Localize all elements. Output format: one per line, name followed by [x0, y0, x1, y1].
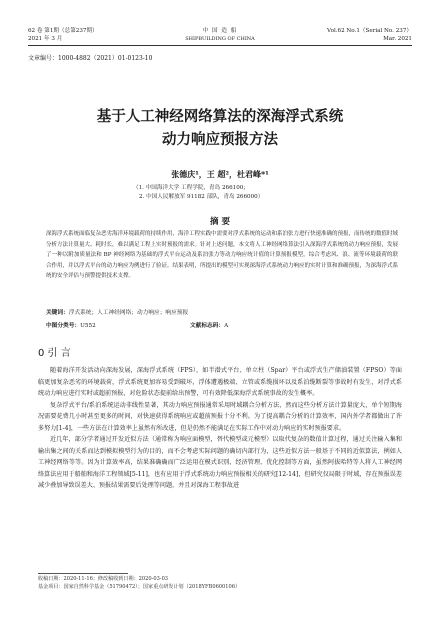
document-code — [190, 320, 228, 329]
class-number: U552 — [80, 323, 96, 329]
paragraph-3: 近几年，部分学者通过开发近似方法（通常称为响应面模型，替代模型或元模型）以取代复杂的数值计算过程，通过关注输入集和输出集之间的关系而达到模拟模型行为的目的，而不会考虑实际问题的确切内部行为，这些近似方法一般基于不同的近似算法，例如人工神经网络等等。因为计算效率高，结果准确确而广泛运用在模式识别、经济管理、优化控制等方面，虽然阿拔哈特等人将人工神经网络算法应用于船舶和海洋工程领域[5-11]，也有应用于浮式系统动力响应预报相关的研究[12-14]，但研究仅局限于时域，存在预报误差减少叠加导致误差大、预报结果需要后处理等问题，并且对深海工程事故进 — [38, 436, 402, 490]
header-volume: 62 卷 第1期（总第237期） — [28, 28, 98, 34]
paper-title-line1: 基于人工神经网络算法的深海浮式系统 — [96, 109, 344, 125]
classification — [46, 320, 96, 329]
doc-code-label: 文献标志码： — [190, 323, 225, 329]
keywords-list: 浮式系统；人工神经网络；动力响应；响应预报 — [68, 310, 189, 316]
authors: 张德庆¹，王 超²，杜君峰*¹ — [171, 169, 269, 179]
abstract-heading: 摘 要 — [210, 217, 230, 227]
header-date-en: Mar. 2021 — [383, 36, 412, 42]
footnote-received: 收稿日期：2020-11-16；修改稿收到日期：2020-03-03 — [38, 576, 169, 582]
article-number: 文章编号：1000-4882（2021）01-0123-10 — [28, 55, 153, 62]
class-label: 中图分类号： — [46, 323, 81, 329]
header-date: 2021 年 3 月 — [28, 36, 63, 42]
paragraph-2: 复杂浮式平台/系泊系统运动非线性显著，其动力响应预报通常采用时域耦合分析方法，然而这些分析方法计算量庞大，单个短期海况需要花费几小时甚至更多的时间，对快速获得系统响应或超前预报十分不利。为了提高耦合分析的计算效率，国内外学者都做出了许多努力[1-4]，一些方法在计算效率上虽然有所改进，但是仍然不能满足在实际工作中对动力响应的实时预报要求。 — [38, 401, 402, 432]
abstract-text: 深海浮式系统面临复杂恶劣海洋环境载荷的持续作用，海洋工程实践中需要对浮式系统的运动和系泊张力进行快速准确的预报，而传统的数值时域分析方法计算量大、耗时长，难以满足工程上实时预报的需求。针对上述问题，本文将人工神经网络算法引入深海浮式系统的动力响应预报，发展了一种以附加质量法和 BP 神经网络为基础的浮式平台运动及系泊张力等动力响应统计值的计算预报模型，综合考虑风、浪、流等环境载荷的联合作用，并以浮式平台的动力响应为例进行了验证。结果表明，所提出的模型可实现深海浮式系统动力响应的实时计算和准确预报，为深海浮式系统的安全评估与预警提供技术支撑。 — [46, 231, 399, 280]
keywords-label: 关键词： — [46, 310, 69, 316]
affiliation-1: （1. 中国海洋大学 工程学院，青岛 266100； — [133, 185, 249, 191]
header-journal-en: SHIPBUILDING OF CHINA — [185, 36, 255, 42]
section-heading: 0 引 言 — [38, 348, 71, 359]
keywords — [46, 307, 188, 316]
affiliation-2: 2. 中国人民解放军 91182 部队，青岛 266000） — [139, 194, 264, 200]
body-text — [38, 365, 402, 492]
footnote-rule — [38, 573, 128, 574]
header-rule — [28, 45, 412, 46]
paragraph-1: 随着海洋开发活动向深海发展，深海浮式系统（FPS），如半潜式平台、单立柱（Spar）平台或浮式生产储油装置（FPSO）等面临更加复杂恶劣的环境载荷，浮式系统更加容易受到破坏，浮体遭遇极端、立管或系缆损坏以及系泊缆断裂等事故时有发生，对浮式系统动力响应进行实时或超前预报，对危险状态提前给出预警，可有效降低深海浮式系统事故的发生概率。 — [38, 367, 402, 398]
doc-code-value: A — [224, 323, 229, 329]
footnote-funding: 基金项目：国家自然科学基金（51790472）；国家重点研发计划（2018YFB0600106） — [38, 584, 241, 590]
paper-title-line2: 动力响应预报方法 — [162, 132, 278, 148]
header-volume-en: Vol.62 No.1（Serial No. 237） — [327, 28, 412, 34]
header-journal-cn: 中 国 造 船 — [202, 28, 238, 34]
